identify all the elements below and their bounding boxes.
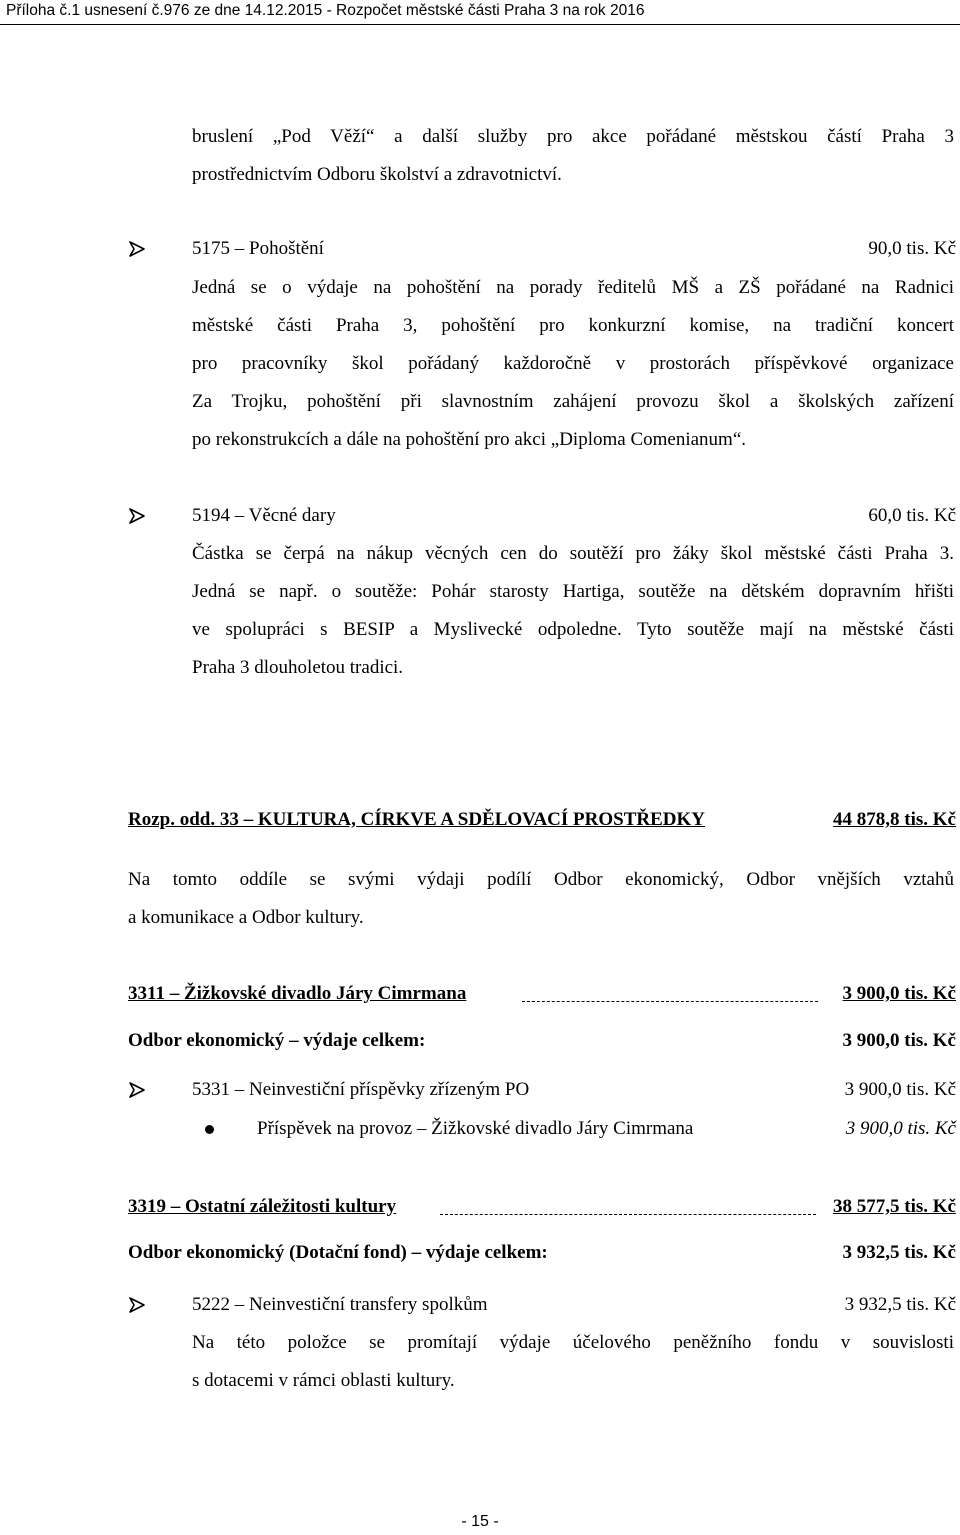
para-3311-item-amount: 3 900,0 tis. Kč <box>844 1079 956 1100</box>
document-header: Příloha č.1 usnesení č.976 ze dne 14.12.2015 - Rozpočet městské části Praha 3 na rok 2016 <box>6 2 645 19</box>
header-rule <box>0 24 960 25</box>
section-33-line-2: a komunikace a Odbor kultury. <box>128 907 364 928</box>
page-number: - 15 - <box>461 1513 499 1530</box>
para-3319-dept-label: Odbor ekonomický (Dotační fond) – výdaje celkem: <box>128 1242 548 1263</box>
para-3311-item-title: 5331 – Neinvestiční příspěvky zřízeným PO <box>192 1079 530 1100</box>
arrow-bullet-icon <box>128 240 146 258</box>
intro-line-2: prostřednictvím Odboru školství a zdravotnictví. <box>192 164 562 185</box>
para-3311-dept-amount: 3 900,0 tis. Kč <box>842 1030 956 1051</box>
para-3311-dashed-leader <box>522 1001 818 1002</box>
dot-bullet-icon <box>205 1125 214 1134</box>
item-5194-title: 5194 – Věcné dary <box>192 505 336 526</box>
para-3311-dept-label: Odbor ekonomický – výdaje celkem: <box>128 1030 426 1051</box>
arrow-bullet-icon <box>128 507 146 525</box>
para-3311-title: 3311 – Žižkovské divadlo Járy Cimrmana <box>128 983 467 1004</box>
section-33-line-1: Na tomto oddíle se svými výdaji podílí Odbor ekonomický, Odbor vnějších vztahů <box>128 869 954 890</box>
para-3319-dashed-leader <box>440 1214 816 1215</box>
para-3319-item-amount: 3 932,5 tis. Kč <box>844 1294 956 1315</box>
item-5194-line-3: ve spolupráci s BESIP a Myslivecké odpoledne. Tyto soutěže mají na městské části <box>192 619 954 640</box>
item-5194-line-2: Jedná se např. o soutěže: Pohár starosty Hartiga, soutěže na dětském dopravním hřišti <box>192 581 954 602</box>
para-3319-line-2: s dotacemi v rámci oblasti kultury. <box>192 1370 455 1391</box>
para-3311-sub-amount: 3 900,0 tis. Kč <box>845 1118 956 1139</box>
item-5175-line-5: po rekonstrukcích a dále na pohoštění pro akci „Diploma Comenianum“. <box>192 429 747 450</box>
item-5175-line-3: pro pracovníky škol pořádaný každoročně v prostorách příspěvkové organizace <box>192 353 954 374</box>
item-5175-line-2: městské části Praha 3, pohoštění pro konkurzní komise, na tradiční koncert <box>192 315 954 336</box>
item-5175-line-4: Za Trojku, pohoštění při slavnostním zahájení provozu škol a školských zařízení <box>192 391 954 412</box>
para-3311-sub-title: Příspěvek na provoz – Žižkovské divadlo Járy Cimrmana <box>257 1118 694 1139</box>
arrow-bullet-icon <box>128 1081 146 1099</box>
item-5175-amount: 90,0 tis. Kč <box>868 238 956 259</box>
para-3319-item-title: 5222 – Neinvestiční transfery spolkům <box>192 1294 488 1315</box>
section-33-title: Rozp. odd. 33 – KULTURA, CÍRKVE A SDĚLOVACÍ PROSTŘEDKY <box>128 809 705 830</box>
para-3319-amount: 38 577,5 tis. Kč <box>833 1196 956 1217</box>
item-5194-line-4: Praha 3 dlouholetou tradici. <box>192 657 404 678</box>
item-5194-amount: 60,0 tis. Kč <box>868 505 956 526</box>
para-3319-line-1: Na této položce se promítají výdaje účelového peněžního fondu v souvislosti <box>192 1332 954 1353</box>
item-5175-line-1: Jedná se o výdaje na pohoštění na porady ředitelů MŠ a ZŠ pořádané na Radnici <box>192 277 954 298</box>
arrow-bullet-icon <box>128 1296 146 1314</box>
para-3311-amount: 3 900,0 tis. Kč <box>842 983 956 1004</box>
item-5194-line-1: Částka se čerpá na nákup věcných cen do soutěží pro žáky škol městské části Praha 3. <box>192 543 954 564</box>
para-3319-dept-amount: 3 932,5 tis. Kč <box>842 1242 956 1263</box>
para-3319-title: 3319 – Ostatní záležitosti kultury <box>128 1196 397 1217</box>
intro-line-1: bruslení „Pod Věží“ a další služby pro akce pořádané městskou částí Praha 3 <box>192 126 954 147</box>
item-5175-title: 5175 – Pohoštění <box>192 238 324 259</box>
section-33-amount: 44 878,8 tis. Kč <box>833 809 956 830</box>
